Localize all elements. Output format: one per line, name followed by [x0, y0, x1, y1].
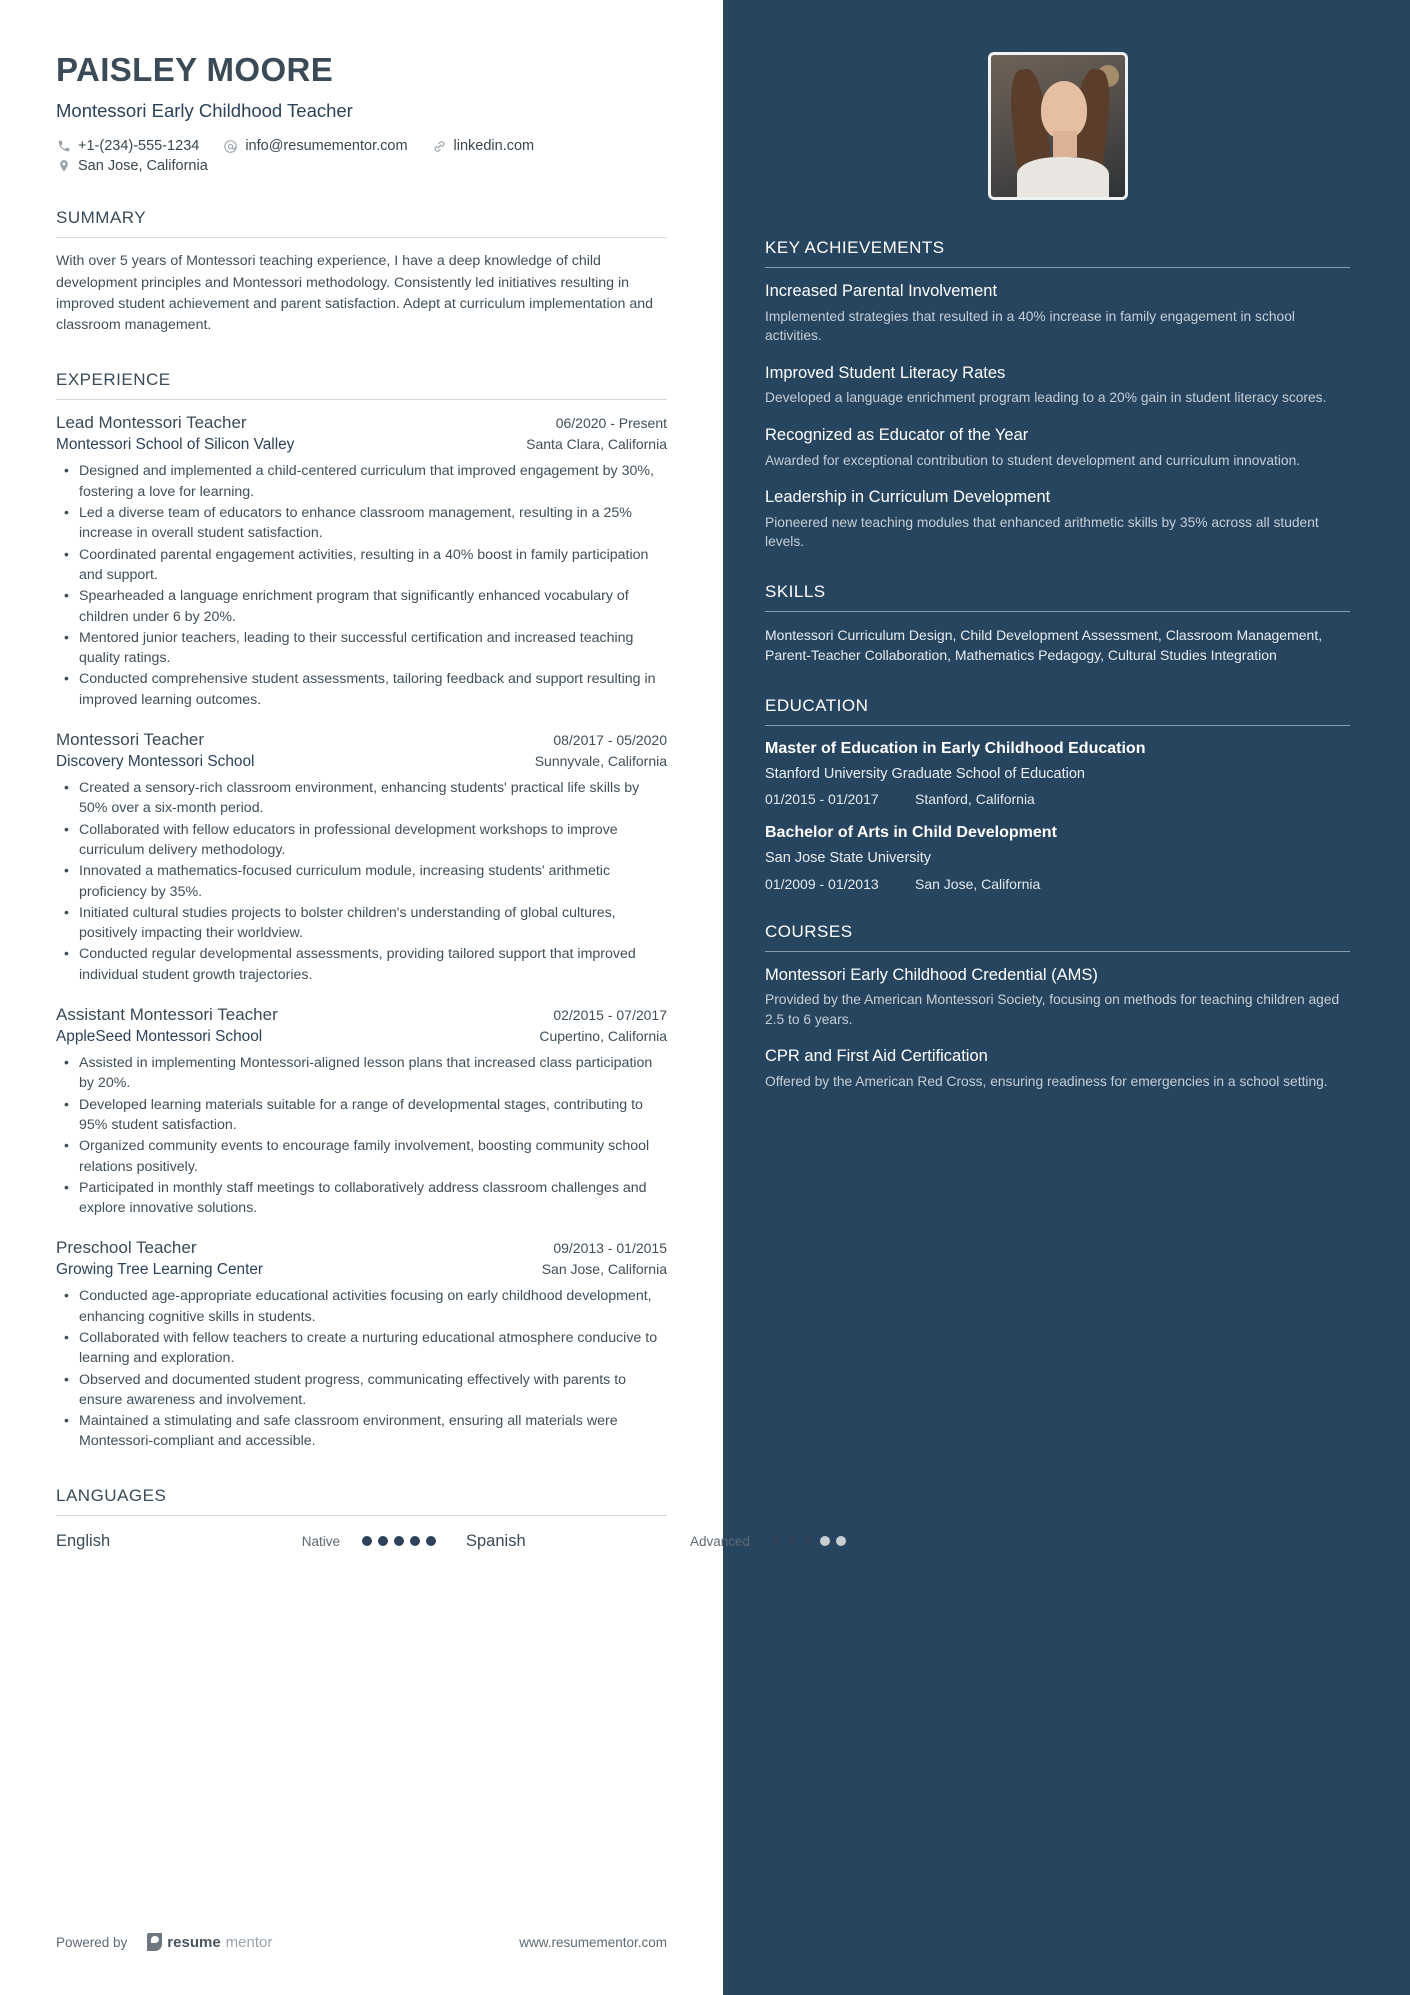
experience-bullet: • Conducted age-appropriate educational activities focusing on early childhood development, enhancing cognitive skills in students. — [56, 1286, 667, 1327]
experience-title-row — [56, 1238, 667, 1258]
experience-job-title: Assistant Montessori Teacher — [56, 1005, 278, 1025]
contact-email-text: info@resumementor.com — [245, 138, 408, 155]
experience-section — [56, 370, 667, 1451]
languages-divider — [56, 1515, 667, 1516]
experience-location: Sunnyvale, California — [534, 753, 667, 770]
experience-bullet: • Mentored junior teachers, leading to their successful certification and increased teaching quality ratings. — [56, 628, 667, 669]
footer-website[interactable]: www.resumementor.com — [519, 1934, 667, 1950]
skills-section — [765, 582, 1350, 666]
experience-bullet: • Initiated cultural studies projects to bolster children's understanding of global cultures, positively impacting their worldview. — [56, 903, 667, 944]
achievement-description: Implemented strategies that resulted in a 40% increase in family engagement in school activities. — [765, 308, 1295, 344]
experience-job-date: 09/2013 - 01/2015 — [553, 1240, 667, 1257]
summary-divider — [56, 237, 667, 238]
experience-bullet: • Coordinated parental engagement activities, resulting in a 40% boost in family participation and support. — [56, 545, 667, 586]
photo-neck — [1053, 131, 1077, 157]
education-school: San Jose State University — [765, 850, 932, 867]
language-rating-dot — [426, 1536, 436, 1546]
achievements-section — [765, 238, 1350, 552]
course-description: Provided by the American Montessori Society, focusing on methods for teaching children aged 2.5 to 6 years. — [765, 992, 1340, 1027]
contact-phone-text: +1-(234)-555-1234 — [78, 138, 200, 155]
resumementor-mark-icon — [147, 1933, 162, 1951]
courses-title: COURSES — [765, 921, 853, 941]
powered-by-label: Powered by — [56, 1934, 128, 1950]
experience-bullet: • Innovated a mathematics-focused curriculum module, increasing students' arithmetic proficiency by 35%. — [56, 861, 667, 902]
contact-email[interactable] — [223, 138, 407, 154]
experience-divider — [56, 399, 667, 400]
achievement-item — [765, 487, 1350, 552]
achievement-description: Developed a language enrichment program leading to a 20% gain in student literacy scores. — [765, 390, 1327, 406]
experience-item — [56, 413, 667, 710]
experience-job-date: 08/2017 - 05/2020 — [553, 732, 667, 749]
achievement-item — [765, 425, 1350, 470]
language-rating-dot — [788, 1536, 798, 1546]
experience-bullet: • Maintained a stimulating and safe classroom environment, ensuring all materials were Montessori-compliant and accessible. — [56, 1411, 667, 1452]
experience-bullet: • Organized community events to encourage family involvement, boosting community school relations positively. — [56, 1136, 667, 1177]
education-date: 01/2009 - 01/2013 — [765, 875, 879, 892]
course-description: Offered by the American Red Cross, ensuring readiness for emergencies in a school setting. — [765, 1074, 1328, 1090]
experience-bullets — [56, 1053, 667, 1218]
education-item — [765, 739, 1350, 808]
courses-list — [765, 965, 1350, 1092]
experience-job-title: Lead Montessori Teacher — [56, 413, 247, 433]
achievement-item — [765, 281, 1350, 346]
footer — [56, 1933, 667, 1951]
experience-item — [56, 730, 667, 985]
language-rating-dot — [362, 1536, 372, 1546]
language-name: English — [56, 1531, 111, 1550]
contact-linkedin-text: linkedin.com — [453, 138, 535, 155]
skills-text: Montessori Curriculum Design, Child Development Assessment, Classroom Management, Parent-Teacher Collaboration, Mathematics Pedagogy, Cultural Studies Integration — [765, 626, 1323, 664]
experience-bullet: • Spearheaded a language enrichment program that significantly enhanced vocabulary of children under 6 by 20%. — [56, 586, 667, 627]
powered-by-group — [56, 1933, 272, 1951]
contact-phone[interactable] — [56, 138, 199, 154]
email-icon — [223, 139, 238, 154]
experience-bullet: • Assisted in implementing Montessori-aligned lesson plans that increased class participation by 20%. — [56, 1053, 667, 1094]
brand-light-text: mentor — [225, 1933, 273, 1951]
experience-bullet: • Conducted regular developmental assessments, providing tailored support that improved individual student growth trajectories. — [56, 944, 667, 985]
experience-item — [56, 1238, 667, 1451]
language-rating-dot — [820, 1536, 830, 1546]
education-degree: Master of Education in Early Childhood Education — [765, 739, 1146, 757]
contact-location-text: San Jose, California — [78, 158, 208, 175]
summary-section — [56, 208, 667, 336]
experience-location: San Jose, California — [541, 1261, 667, 1278]
experience-bullet: • Led a diverse team of educators to enhance classroom management, resulting in a 25% increase in overall student satisfaction. — [56, 503, 667, 544]
contact-line-2 — [56, 158, 667, 174]
experience-bullet: • Collaborated with fellow teachers to create a nurturing educational atmosphere conducive to learning and exploration. — [56, 1328, 667, 1369]
experience-bullets — [56, 461, 667, 710]
experience-location: Santa Clara, California — [526, 436, 667, 453]
education-meta — [765, 876, 1350, 892]
experience-bullet: • Developed learning materials suitable for a range of developmental stages, contributing to 95% student satisfaction. — [56, 1095, 667, 1136]
achievements-divider — [765, 267, 1350, 268]
sidebar — [723, 0, 1410, 1995]
experience-company-row — [56, 753, 667, 771]
education-date: 01/2015 - 01/2017 — [765, 791, 879, 808]
achievement-description: Awarded for exceptional contribution to student development and curriculum innovation. — [765, 452, 1301, 468]
languages-title: LANGUAGES — [56, 1485, 167, 1505]
contact-linkedin[interactable] — [432, 138, 535, 154]
location-icon — [56, 159, 71, 174]
language-rating-dot — [836, 1536, 846, 1546]
experience-title-row — [56, 730, 667, 750]
language-level: Advanced — [689, 1533, 750, 1549]
experience-company: Growing Tree Learning Center — [56, 1261, 264, 1279]
experience-bullet: • Conducted comprehensive student assessments, tailoring feedback and support resulting in improved learning outcomes. — [56, 669, 667, 710]
experience-company: Montessori School of Silicon Valley — [56, 436, 295, 454]
language-rating — [362, 1536, 436, 1546]
course-item — [765, 965, 1350, 1030]
skills-divider — [765, 611, 1350, 612]
education-list — [765, 739, 1350, 892]
experience-company: Discovery Montessori School — [56, 753, 255, 771]
language-rating-dot — [772, 1536, 782, 1546]
language-rating-dot — [394, 1536, 404, 1546]
experience-bullet: • Participated in monthly staff meetings to collaboratively address classroom challenges and explore innovative solutions. — [56, 1178, 667, 1219]
achievement-title: Leadership in Curriculum Development — [765, 488, 1051, 507]
experience-job-date: 06/2020 - Present — [555, 415, 667, 432]
experience-bullet: • Created a sensory-rich classroom environment, enhancing students' practical life skills by 50% over a six-month period. — [56, 778, 667, 819]
achievement-title: Increased Parental Involvement — [765, 282, 998, 300]
experience-title: EXPERIENCE — [56, 370, 171, 390]
courses-section — [765, 922, 1350, 1092]
experience-job-title: Montessori Teacher — [56, 730, 205, 750]
courses-divider — [765, 951, 1350, 952]
experience-item — [56, 1005, 667, 1218]
languages-list — [56, 1529, 750, 1551]
brand-bold-text: resume — [167, 1933, 221, 1951]
education-school: Stanford University Graduate School of Education — [765, 765, 1085, 782]
education-location: Stanford, California — [915, 791, 1035, 808]
experience-bullets — [56, 1286, 667, 1451]
experience-bullet: • Observed and documented student progress, communicating effectively with parents to ensure awareness and involvement. — [56, 1370, 667, 1411]
education-degree: Bachelor of Arts in Child Development — [765, 824, 1057, 842]
education-section — [765, 696, 1350, 892]
experience-company-row — [56, 1261, 667, 1279]
contact-line-1 — [56, 138, 667, 154]
summary-text: With over 5 years of Montessori teaching experience, I have a deep knowledge of child development principles and Montessori methodology. Consistently led initiatives resulting in improved student achievement and parent satisfaction. Adept at curriculum implementation and classroom management. — [56, 253, 653, 334]
language-level: Native — [301, 1533, 340, 1549]
course-item — [765, 1046, 1350, 1091]
experience-title-row — [56, 413, 667, 433]
language-name: Spanish — [466, 1531, 526, 1550]
languages-section — [56, 1485, 750, 1551]
experience-company-row — [56, 1028, 667, 1046]
language-rating — [772, 1536, 846, 1546]
education-divider — [765, 725, 1350, 726]
achievement-title: Recognized as Educator of the Year — [765, 425, 1029, 444]
contact-location — [56, 158, 208, 174]
education-title: EDUCATION — [765, 695, 869, 715]
resumementor-logo — [147, 1933, 272, 1951]
experience-company-row — [56, 436, 667, 454]
profile-photo-wrap — [765, 52, 1350, 200]
link-icon — [432, 139, 447, 154]
course-title: CPR and First Aid Certification — [765, 1047, 988, 1066]
experience-bullet: • Designed and implemented a child-centered curriculum that improved engagement by 30%, fostering a love for learning. — [56, 461, 667, 502]
achievement-item — [765, 363, 1350, 408]
contact-info — [56, 138, 667, 174]
photo-shirt — [1017, 157, 1109, 197]
language-item — [466, 1532, 846, 1551]
profile-photo — [988, 52, 1128, 200]
language-rating-dot — [804, 1536, 814, 1546]
language-rating-dot — [410, 1536, 420, 1546]
achievement-title: Improved Student Literacy Rates — [765, 363, 1006, 382]
experience-company: AppleSeed Montessori School — [56, 1028, 263, 1046]
summary-title: SUMMARY — [56, 208, 147, 228]
achievements-title: KEY ACHIEVEMENTS — [765, 238, 945, 257]
skills-title: SKILLS — [765, 581, 826, 601]
education-location: San Jose, California — [915, 875, 1041, 892]
language-rating-dot — [378, 1536, 388, 1546]
experience-title-row — [56, 1005, 667, 1025]
language-item — [56, 1532, 436, 1551]
achievements-list — [765, 281, 1350, 552]
experience-job-title: Preschool Teacher — [56, 1238, 197, 1258]
candidate-name: PAISLEY MOORE — [56, 51, 334, 88]
experience-bullet: • Collaborated with fellow educators in professional development workshops to improve curriculum delivery methodology. — [56, 820, 667, 861]
experience-job-date: 02/2015 - 07/2017 — [553, 1007, 667, 1024]
education-meta — [765, 791, 1350, 807]
experience-bullets — [56, 778, 667, 985]
education-item — [765, 823, 1350, 892]
candidate-headline: Montessori Early Childhood Teacher — [56, 100, 353, 122]
experience-location: Cupertino, California — [539, 1028, 667, 1045]
phone-icon — [56, 139, 71, 154]
experience-list — [56, 413, 667, 1451]
achievement-description: Pioneered new teaching modules that enhanced arithmetic skills by 35% across all student levels. — [765, 514, 1319, 550]
course-title: Montessori Early Childhood Credential (AMS) — [765, 965, 1098, 984]
